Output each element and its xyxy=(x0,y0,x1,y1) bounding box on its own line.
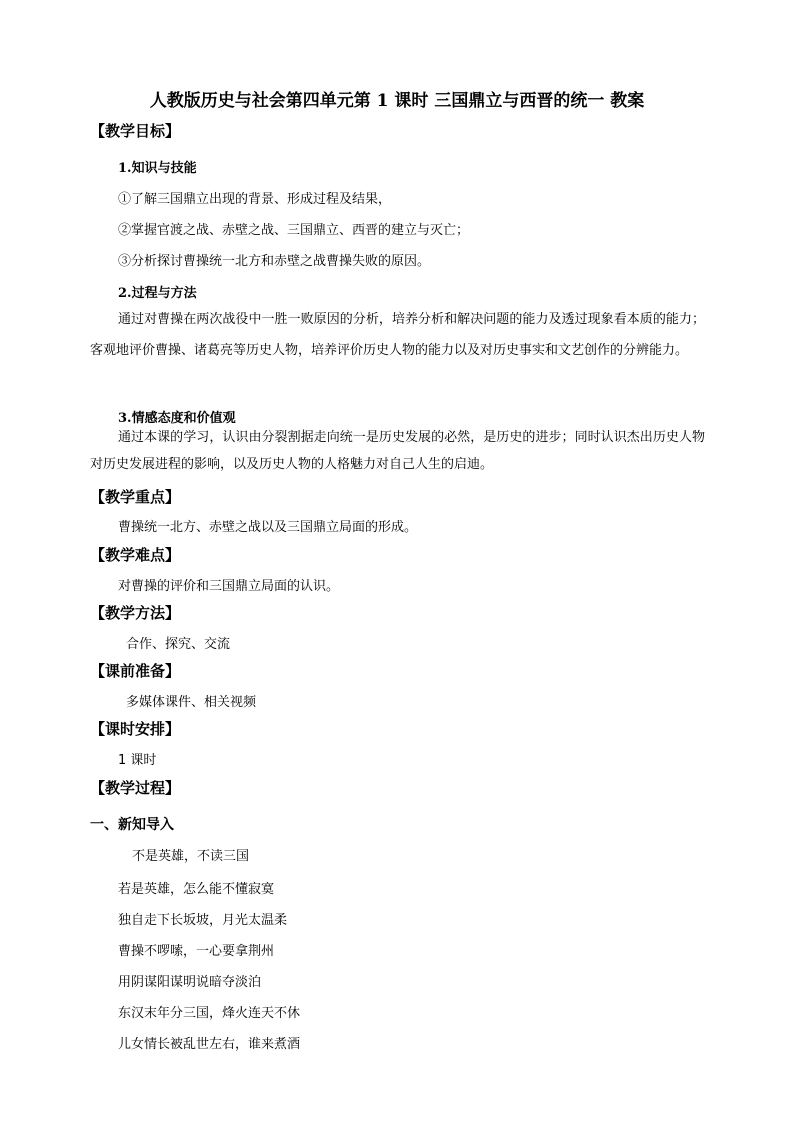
emotion-heading: 3.情感态度和价值观 xyxy=(118,411,236,426)
objectives-heading: 【教学目标】 xyxy=(90,122,181,140)
key-points-heading: 【教学重点】 xyxy=(90,488,181,506)
key-points-text: 曹操统一北方、赤壁之战以及三国鼎立局面的形成。 xyxy=(118,520,418,535)
lyric-line: 东汉末年分三国，烽火连天不休 xyxy=(118,1006,301,1021)
lyric-line: 独自走下长坂坡，月光太温柔 xyxy=(118,913,288,928)
document-title: 人教版历史与社会第四单元第 1 课时 三国鼎立与西晋的统一 教案 xyxy=(149,91,645,111)
knowledge-item-3: ③分析探讨曹操统一北方和赤壁之战曹操失败的原因。 xyxy=(118,254,431,269)
process-method-paragraph: 通过对曹操在两次战役中一胜一败原因的分析，培养分析和解决问题的能力及透过现象看本质的能力；客观地评价曹操、诸葛亮等历史人物，培养评价历史人物的能力以及对历史事实和文艺创作的分辨能力。 xyxy=(90,312,705,358)
schedule-text: 1 课时 xyxy=(118,753,157,768)
process-method-heading: 2.过程与方法 xyxy=(118,286,197,301)
lyric-line: 不是英雄，不读三国 xyxy=(132,849,250,864)
schedule-heading: 【课时安排】 xyxy=(90,720,181,738)
lyric-line: 若是英雄，怎么能不懂寂寞 xyxy=(118,882,275,897)
methods-heading: 【教学方法】 xyxy=(90,604,181,622)
lyric-line: 曹操不啰嗦，一心要拿荆州 xyxy=(118,944,275,959)
knowledge-item-1: ①了解三国鼎立出现的背景、形成过程及结果， xyxy=(118,192,392,207)
difficulties-text: 对曹操的评价和三国鼎立局面的认识。 xyxy=(118,579,340,594)
new-knowledge-heading: 一、新知导入 xyxy=(90,817,174,833)
methods-text: 合作、探究、交流 xyxy=(126,637,231,652)
emotion-paragraph: 通过本课的学习，认识由分裂割据走向统一是历史发展的必然，是历史的进步；同时认识杰出历史人物对历史发展进程的影响，以及历史人物的人格魅力对自己人生的启迪。 xyxy=(90,430,705,472)
lyric-line: 儿女情长被乱世左右，谁来煮酒 xyxy=(118,1037,301,1052)
lyric-line: 用阴谋阳谋明说暗夺淡泊 xyxy=(118,975,262,990)
preparation-heading: 【课前准备】 xyxy=(90,662,181,680)
preparation-text: 多媒体课件、相关视频 xyxy=(126,695,257,710)
knowledge-item-2: ②掌握官渡之战、赤壁之战、三国鼎立、西晋的建立与灭亡； xyxy=(118,223,470,238)
teaching-process-heading: 【教学过程】 xyxy=(90,779,181,797)
knowledge-heading: 1.知识与技能 xyxy=(118,161,197,176)
difficulties-heading: 【教学难点】 xyxy=(90,546,181,564)
